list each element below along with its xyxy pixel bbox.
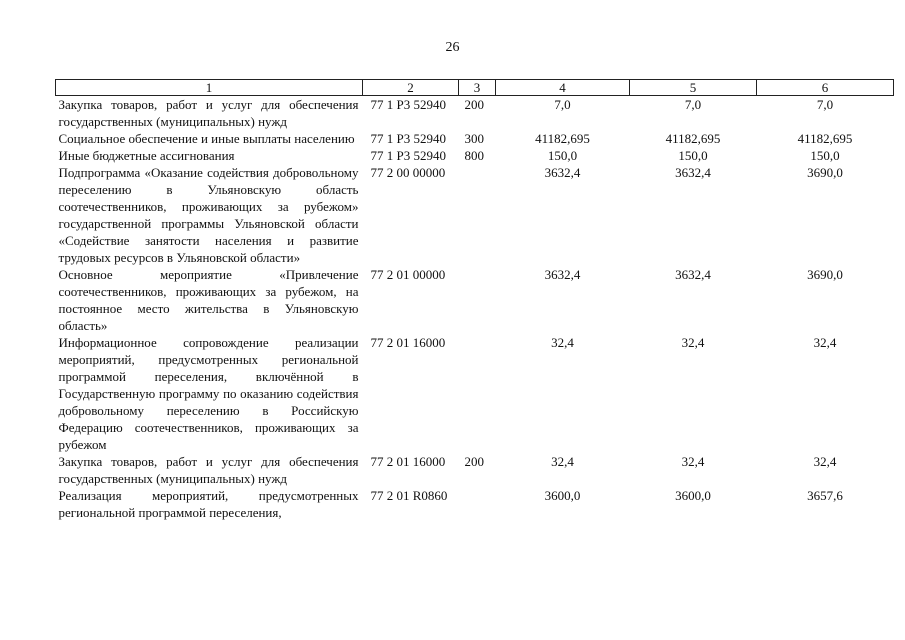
row-name: Иные бюджетные ассигнования xyxy=(58,148,235,163)
row-amount-col5: 3600,0 xyxy=(675,488,711,503)
row-amount-col5: 150,0 xyxy=(678,148,708,163)
row-csr-code: 77 1 Р3 52940 xyxy=(370,97,446,112)
row-amount-col6: 41182,695 xyxy=(797,131,853,146)
row-amount-col4: 3600,0 xyxy=(544,488,581,503)
row-vr-code: 200 xyxy=(464,97,484,112)
header-col-2: 2 xyxy=(363,80,459,96)
row-amount-col4: 7,0 xyxy=(554,97,571,112)
row-amount-col6: 7,0 xyxy=(816,97,834,112)
table-row xyxy=(56,130,894,147)
row-amount-col6: 3690,0 xyxy=(807,165,843,180)
table-body xyxy=(56,96,894,522)
row-vr-code xyxy=(459,487,496,521)
row-name: Социальное обеспечение и иные выплаты населению xyxy=(58,131,355,146)
row-amount-col4: 41182,695 xyxy=(535,131,590,146)
row-csr-code: 77 2 01 16000 xyxy=(370,335,446,350)
header-col-6: 6 xyxy=(757,80,894,96)
table-row xyxy=(56,266,894,334)
page-number: 26 xyxy=(445,40,460,55)
row-amount-col6: 3657,6 xyxy=(807,488,843,503)
row-amount-col6: 3690,0 xyxy=(807,267,843,282)
budget-table xyxy=(55,79,894,521)
row-vr-code xyxy=(459,266,496,334)
table-row xyxy=(56,147,894,164)
row-amount-col4: 32,4 xyxy=(551,335,574,350)
row-amount-col4: 32,4 xyxy=(551,454,574,469)
row-csr-code: 77 2 01 16000 xyxy=(370,454,446,469)
row-amount-col4: 3632,4 xyxy=(544,267,581,282)
row-csr-code: 77 2 00 00000 xyxy=(370,165,446,180)
row-amount-col6: 150,0 xyxy=(810,148,840,163)
row-vr-code: 200 xyxy=(464,454,484,469)
row-amount-col6: 32,4 xyxy=(813,335,837,350)
header-col-5: 5 xyxy=(630,80,757,96)
table-row xyxy=(56,453,894,487)
row-name: Информационное сопровождение реализации мероприятий, предусмотренных региональной программой переселения, включённой в Государственную программу по оказанию содействия добровольному переселению в Российскую Федерацию соотечественников, проживающих за рубежом xyxy=(58,335,359,452)
row-csr-code: 77 2 01 00000 xyxy=(370,267,446,282)
row-amount-col4: 3632,4 xyxy=(544,165,581,180)
row-csr-code: 77 2 01 R0860 xyxy=(370,488,448,503)
row-csr-code: 77 1 Р3 52940 xyxy=(370,148,446,163)
row-amount-col5: 41182,695 xyxy=(665,131,721,146)
row-csr-code: 77 1 Р3 52940 xyxy=(370,131,446,146)
table-header xyxy=(56,80,894,96)
row-name: Подпрограмма «Оказание содействия добровольному переселению в Ульяновскую область соотечественников, проживающих за рубежом» государственной программы Ульяновской области «Содействие занятости населения и развитие трудовых ресурсов в Ульяновской области» xyxy=(58,165,359,265)
row-amount-col6: 32,4 xyxy=(813,454,837,469)
row-amount-col5: 7,0 xyxy=(684,97,702,112)
row-name: Закупка товаров, работ и услуг для обеспечения государственных (муниципальных) нужд xyxy=(58,97,359,129)
header-col-3: 3 xyxy=(459,80,496,96)
row-vr-code: 800 xyxy=(464,148,484,163)
header-row xyxy=(56,80,894,96)
row-vr-code xyxy=(459,164,496,266)
table-row xyxy=(56,334,894,453)
row-name: Основное мероприятие «Привлечение соотечественников, проживающих за рубежом, на постоянное место жительства в Ульяновскую область» xyxy=(58,267,359,333)
table-row xyxy=(56,164,894,266)
row-vr-code: 300 xyxy=(464,131,484,146)
header-col-4: 4 xyxy=(496,80,630,96)
table-row xyxy=(56,96,894,131)
row-amount-col4: 150,0 xyxy=(547,148,578,163)
row-amount-col5: 3632,4 xyxy=(675,267,711,282)
table-row xyxy=(56,487,894,521)
row-name: Реализация мероприятий, предусмотренных региональной программой переселения, xyxy=(58,488,359,520)
row-amount-col5: 3632,4 xyxy=(675,165,711,180)
row-amount-col5: 32,4 xyxy=(681,454,705,469)
row-vr-code xyxy=(459,334,496,453)
row-name: Закупка товаров, работ и услуг для обеспечения государственных (муниципальных) нужд xyxy=(58,454,359,486)
header-col-1: 1 xyxy=(56,80,363,96)
row-amount-col5: 32,4 xyxy=(681,335,705,350)
